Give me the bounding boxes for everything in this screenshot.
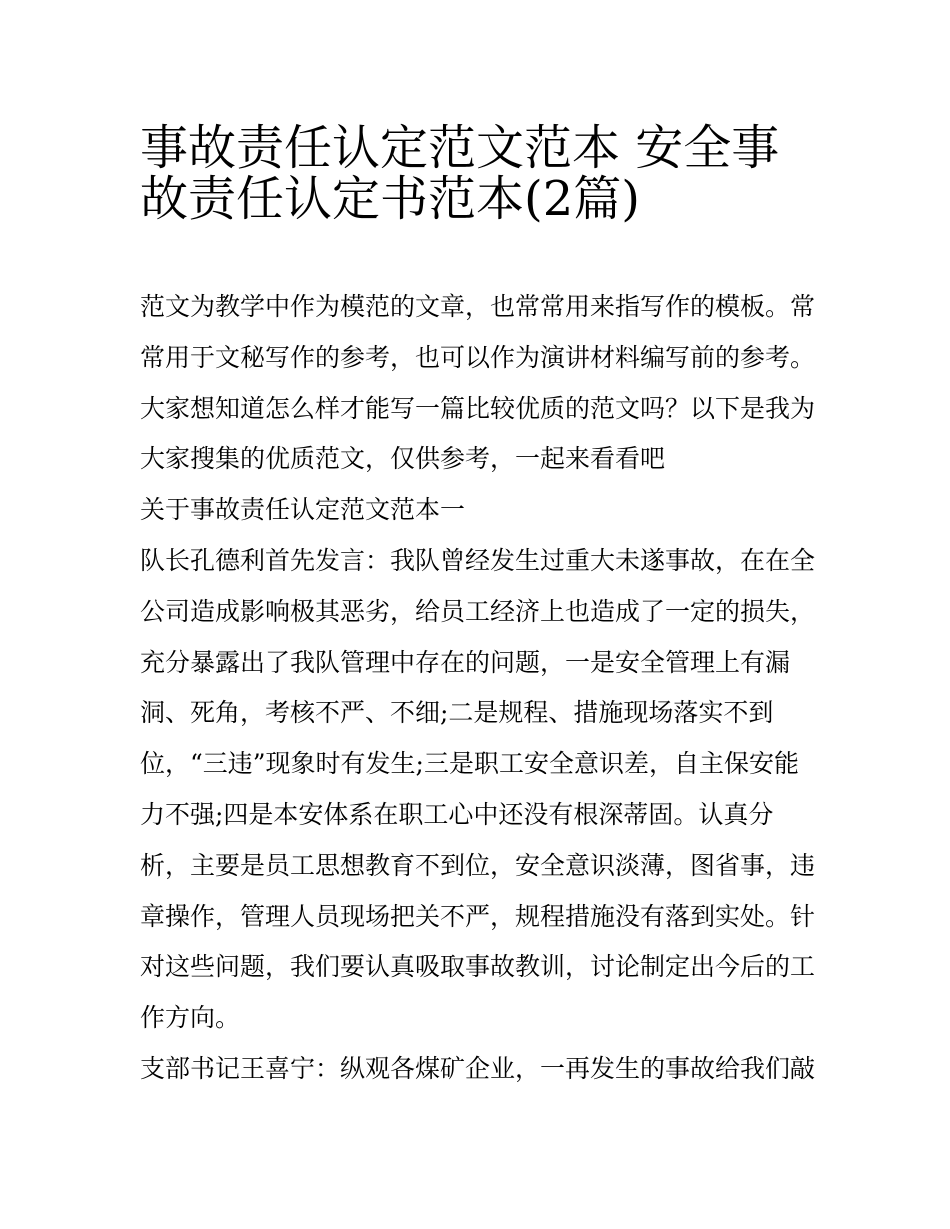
title-line: 事故责任认定范文范本 安全事 [140, 120, 780, 176]
text-line: 关于事故责任认定范文范本一 [140, 495, 466, 525]
text-line: 力不强;四是本安体系在职工心中还没有根深蒂固。认真分 [140, 799, 774, 829]
text-line: 常用于文秘写作的参考，也可以作为演讲材料编写前的参考。 [140, 342, 816, 372]
text-line: 章操作，管理人员现场把关不严，规程措施没有落到实处。针 [140, 901, 816, 931]
text-line: 公司造成影响极其恶劣，给员工经济上也造成了一定的损失， [140, 596, 816, 626]
text-line: 位，“三违”现象时有发生;三是职工安全意识差，自主保安能 [140, 749, 799, 779]
captain-speech-paragraph [140, 536, 820, 1044]
document-title [140, 112, 820, 227]
text-line: 充分暴露出了我队管理中存在的问题，一是安全管理上有漏 [140, 647, 791, 677]
secretary-speech-paragraph [140, 1044, 820, 1095]
text-line: 析，主要是员工思想教育不到位，安全意识淡薄，图省事，违 [140, 850, 816, 880]
text-line: 队长孔德利首先发言：我队曾经发生过重大未遂事故，在在全 [140, 545, 816, 575]
section-heading [140, 485, 820, 536]
text-line: 对这些问题，我们要认真吸取事故教训，讨论制定出今后的工 [140, 952, 816, 982]
title-line: 故责任认定书范本(2篇) [140, 170, 640, 227]
document-body [140, 282, 820, 1095]
text-line: 支部书记王喜宁：纵观各煤矿企业，一再发生的事故给我们敲 [140, 1053, 816, 1083]
intro-paragraph [140, 282, 820, 485]
text-line: 大家想知道怎么样才能写一篇比较优质的范文吗？以下是我为 [140, 393, 816, 423]
text-line: 洞、死角，考核不严、不细;二是规程、措施现场落实不到 [140, 698, 774, 728]
text-line: 大家搜集的优质范文，仅供参考，一起来看看吧 [140, 444, 666, 474]
text-line: 范文为教学中作为模范的文章，也常常用来指写作的模板。常 [140, 292, 816, 321]
text-line: 作方向。 [140, 1003, 241, 1033]
